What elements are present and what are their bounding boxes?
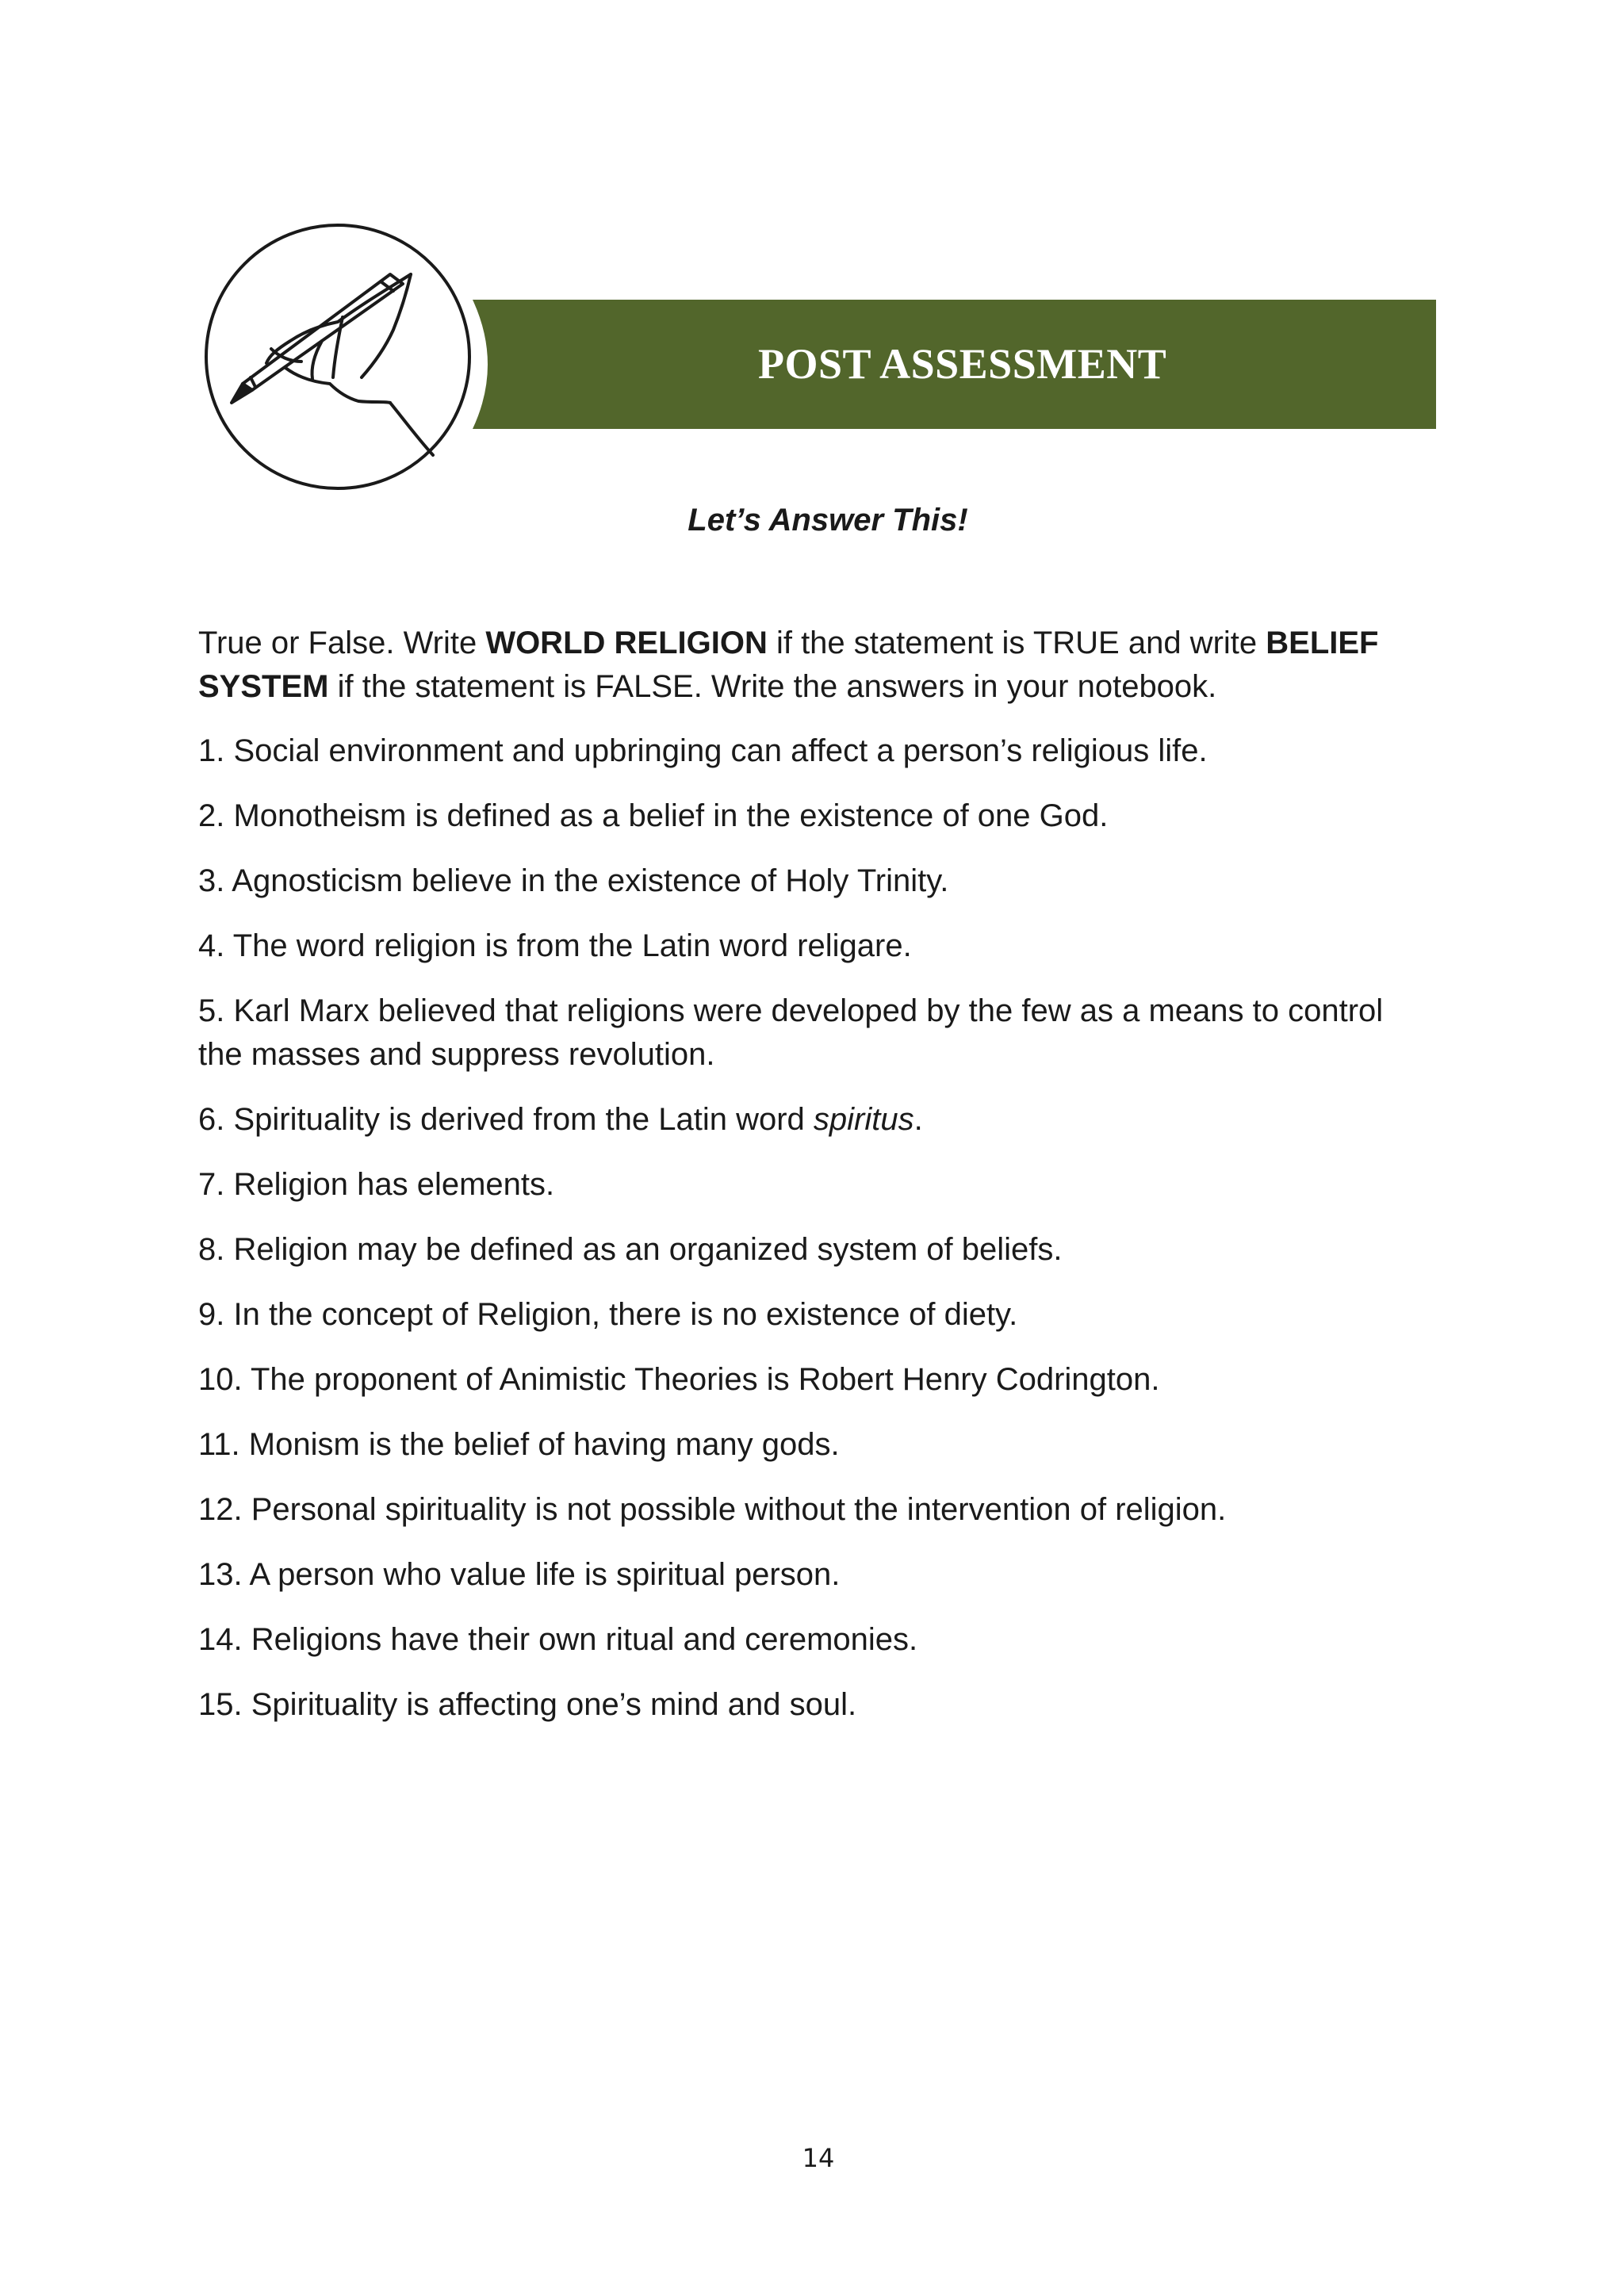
question-text-end: . (914, 1102, 923, 1137)
section-header (203, 222, 1436, 492)
page-title: POST ASSESSMENT (758, 340, 1167, 388)
instructions-text-2: if the statement is TRUE and write (767, 626, 1266, 660)
instructions (198, 622, 1435, 709)
question-item: 13. A person who value life is spiritual person. (198, 1557, 841, 1592)
question-item: 5. Karl Marx believed that religions were developed by the few as a means to control the masses and suppress revolution. (198, 993, 1384, 1072)
question-item: 15. Spirituality is affecting one’s mind and soul. (198, 1687, 857, 1722)
question-item: 4. The word religion is from the Latin word religare. (198, 928, 912, 963)
question-text: 6. Spirituality is derived from the Latin word (198, 1102, 814, 1137)
latin-term: spiritus (813, 1102, 914, 1137)
question-item: 7. Religion has elements. (198, 1167, 555, 1202)
question-item (198, 1098, 1435, 1142)
instructions-text-3: if the statement is FALSE. Write the answers in your notebook. (328, 669, 1217, 704)
question-list (198, 729, 1435, 1727)
question-item: 3. Agnosticism believe in the existence of Holy Trinity. (198, 863, 949, 898)
subtitle: Let’s Answer This! (688, 503, 968, 538)
question-item: 11. Monism is the belief of having many gods. (198, 1427, 840, 1462)
question-item: 8. Religion may be defined as an organized system of beliefs. (198, 1232, 1063, 1267)
assessment-content (198, 622, 1435, 1748)
question-item: 9. In the concept of Religion, there is no existence of diety. (198, 1297, 1018, 1332)
instructions-bold-2: BELIEF SYSTEM (198, 626, 1379, 704)
page-number: 14 (802, 2143, 835, 2173)
title-banner (473, 300, 1436, 429)
hand-writing-pencil-icon (203, 222, 473, 492)
question-item: 14. Religions have their own ritual and ceremonies. (198, 1622, 918, 1657)
instructions-bold-1: WORLD RELIGION (485, 626, 768, 660)
instructions-text-1: True or False. Write (198, 626, 486, 660)
question-item: 12. Personal spirituality is not possible without the intervention of religion. (198, 1492, 1227, 1527)
question-item: 2. Monotheism is defined as a belief in the existence of one God. (198, 798, 1109, 833)
question-item: 10. The proponent of Animistic Theories is Robert Henry Codrington. (198, 1362, 1160, 1397)
question-item: 1. Social environment and upbringing can affect a person’s religious life. (198, 733, 1208, 768)
